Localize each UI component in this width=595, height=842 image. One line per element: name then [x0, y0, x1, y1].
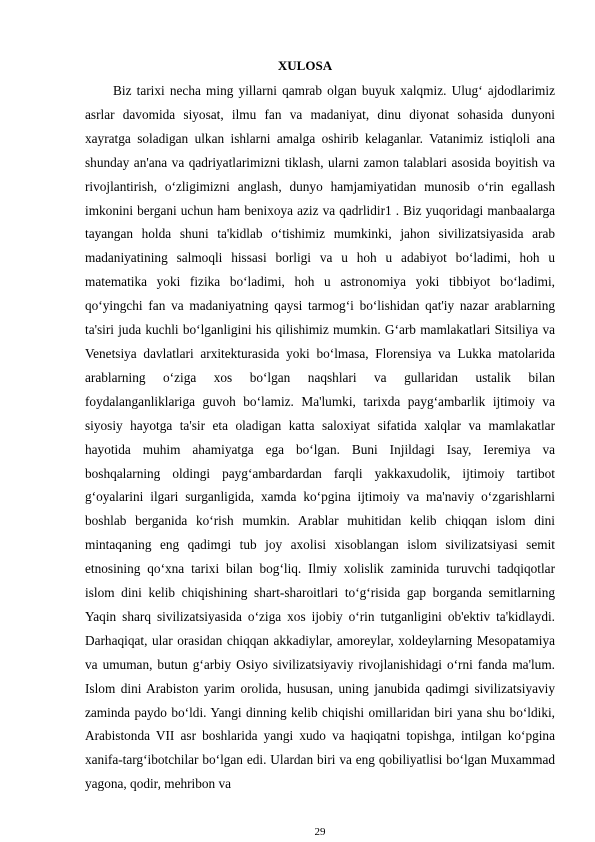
page-title: XULOSA [277, 58, 333, 73]
page-number: 29 [314, 826, 326, 838]
body-paragraph: Biz tarixi necha ming yillarni qamrab olgan buyuk xalqmiz. Ulug‘ ajdodlarimiz asrlar davomida siyosat, ilmu fan va madaniyat, dinu diyonat sohasida dunyoni xayratga soladigan ulkan ishlarni amalga oshirib kelaganlar. Vatanimiz istiqloli ana shunday an'ana va qadriyatlarimizni tiklash, ularni zamon talablari asosida boyitish va rivojlantirish, o‘zligimizni anglash, dunyo hamjamiyatidan munosib o‘rin egallash imkonini bergani uchun ham benixoya aziz va qadrlidir1 . Biz yuqoridagi manbaalarga tayangan holda shuni ta'kidlab o‘tishimiz mumkinki, jahon sivilizatsiyasida arab madaniyatining salmoqli hissasi borligi va u hoh u adabiyot bo‘ladimi, hoh u matematika yoki fizika bo‘ladimi, hoh u astronomiya yoki tibbiyot bo‘ladimi, qo‘yingchi fan va madaniyatning qaysi tarmog‘i bo‘lishidan qat'iy nazar arablarning ta'siri juda kuchli bo‘lganligini his qilishimiz mumkin. G‘arb mamlakatlari Sitsiliya va Venetsiya davlatlari arxitekturasida yoki bo‘lmasa, Florensiya va Lukka matolarida arablarning o‘ziga xos bo‘lgan naqshlari va gullaridan ustalik bilan foydalanganliklariga guvoh bo‘lamiz. Ma'lumki, tarixda payg‘ambarlik ijtimoiy va siyosiy hayotga ta'sir eta oladigan katta saloxiyat sifatida xalqlar va mamlakatlar hayotida muhim ahamiyatga ega bo‘lgan. Buni Injildagi Isay, Ieremiya va boshqalarning oldingi payg‘ambardardan farqli yakkaxudolik, ijtimoiy tartibot g‘oyalarini ilgari surganligida, xamda ko‘pgina ijtimoiy va ma'naviy o‘zgarishlarni boshlab berganida ko‘rish mumkin. Arablar muhitidan kelib chiqqan islom dini mintaqaning eng qadimgi tub joy axolisi xisoblangan islom sivilizatsiyasi semit etnosining qo‘xna tarixi bilan bog‘liq. Ilmiy xolislik zaminida turuvchi tadqiqotlar islom dini kelib chiqishining shart-sharoitlari to‘g‘risida gap borganda semitlarning Yaqin sharq sivilizatsiyasida o‘ziga xos ijobiy o‘rin tutganligini ob'ektiv ta'kidlaydi. Darhaqiqat, ular orasidan chiqqan akkadiylar, amoreylar, xoldeylarning Mesopatamiya va umuman, butun g‘arbiy Osiyo sivilizatsiyaviy rivojlanishidagi o‘rni fanda ma'lum. Islom dini Arabiston yarim orolida, hususan, uning janubida qadimgi sivilizatsiyaviy zaminda paydo bo‘ldi. Yangi dinning kelib chiqishi omillaridan biri yana shu bo‘ldiki, Arabistonda VII asr boshlarida yangi xudo va haqiqatni topishga, intilgan ko‘pgina xanifa-targ‘ibotchilar bo‘lgan edi. Ulardan biri va eng qobiliyatlisi bo‘lgan Muxammad yagona, qodir, mehribon va [85, 83, 555, 792]
